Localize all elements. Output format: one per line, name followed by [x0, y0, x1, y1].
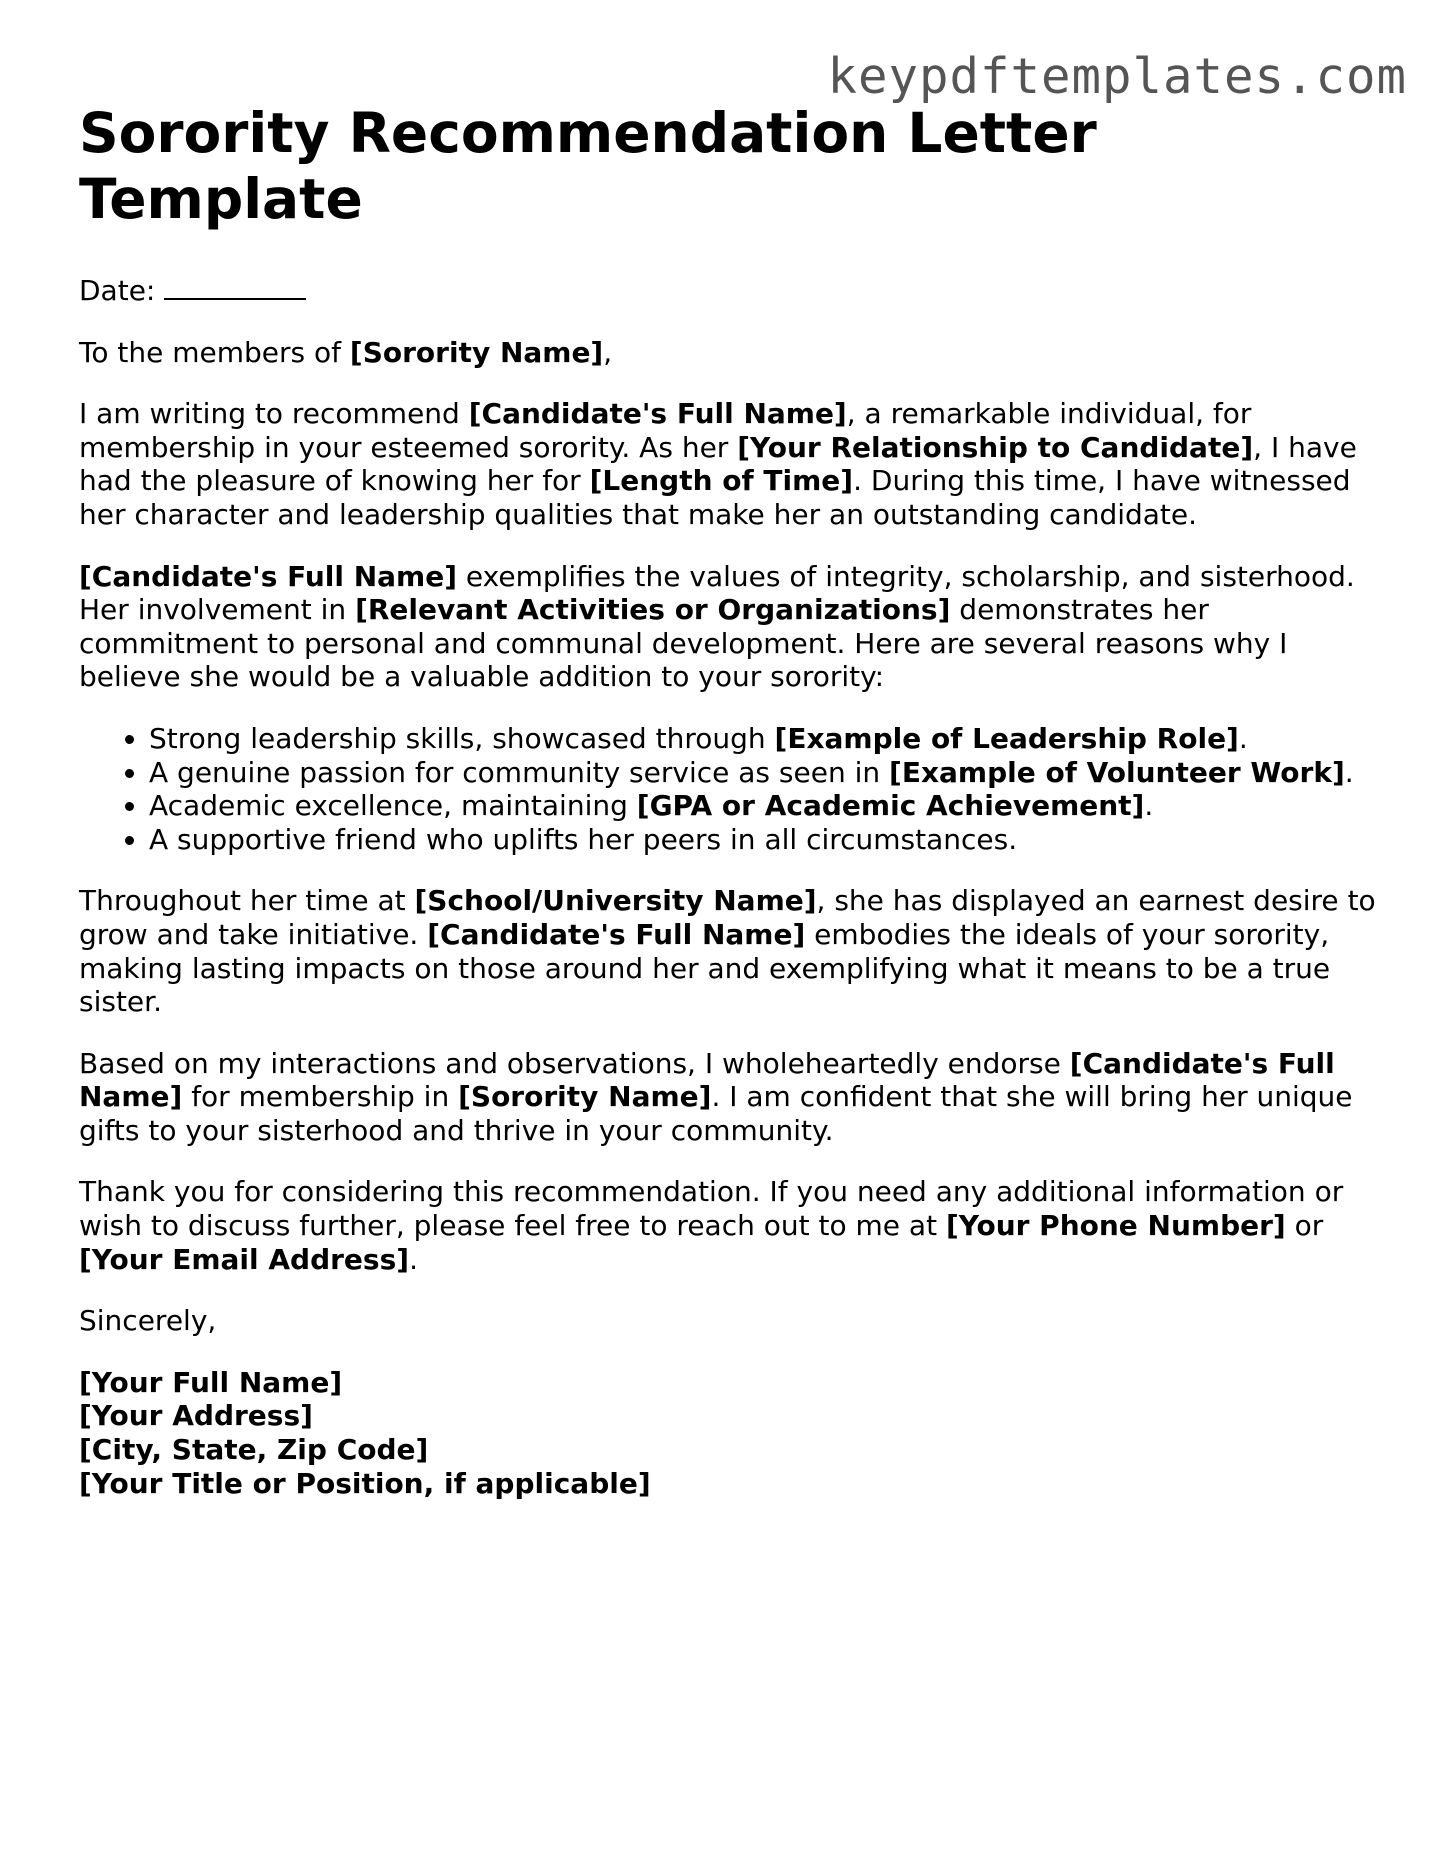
text: .	[409, 1242, 418, 1276]
paragraph-intro	[79, 397, 1379, 531]
text: , I have had the pleasure of knowing her for	[79, 430, 1357, 498]
text: Based on my interactions and observations, I wholeheartedly endorse	[79, 1046, 1070, 1080]
list-item-end: .	[1238, 721, 1248, 755]
placeholder-candidate-name: [Candidate's Full Name]	[79, 1046, 1335, 1114]
reasons-list	[79, 722, 1379, 856]
list-item-text: Academic excellence, maintaining	[149, 789, 637, 823]
text: or	[1285, 1209, 1324, 1243]
salutation-suffix: ,	[603, 335, 613, 369]
signature-block	[79, 1366, 1379, 1500]
placeholder-sorority-name: [Sorority Name]	[349, 335, 604, 369]
list-item-text: Strong leadership skills, showcased through	[149, 721, 775, 755]
date-blank	[164, 274, 306, 300]
list-item-end: .	[1144, 789, 1154, 823]
text: . I am confident that she will bring her unique gifts to your sisterhood and thrive in your community.	[79, 1080, 1353, 1147]
placeholder-city-state-zip: [City, State, Zip Code]	[79, 1433, 429, 1467]
placeholder-leadership-role: [Example of Leadership Role]	[774, 721, 1239, 755]
placeholder-phone: [Your Phone Number]	[945, 1209, 1286, 1243]
placeholder-school-name: [School/University Name]	[414, 884, 817, 918]
date-label: Date:	[79, 274, 156, 307]
date-line	[79, 274, 1379, 308]
text: Throughout her time at	[79, 884, 415, 918]
text: embodies the ideals of your sorority, making lasting impacts on those around her and exemplifying what it means to be a true sister.	[79, 917, 1331, 1019]
text: , she has displayed an earnest desire to grow and take initiative.	[79, 884, 1376, 951]
paragraph-contact	[79, 1175, 1379, 1276]
text: Thank you for considering this recommendation. If you need any additional information or wish to discuss further, please feel free to reach out to me at	[79, 1175, 1344, 1243]
text: . During this time, I have witnessed her character and leadership qualities that make her an outstanding candidate.	[79, 464, 1351, 531]
list-item-text: A genuine passion for community service as seen in	[149, 755, 890, 789]
text: , a remarkable individual, for membership in your esteemed sorority. As her	[79, 397, 1252, 464]
list-item	[149, 823, 1379, 857]
list-item-text: A supportive friend who uplifts her peers in all circumstances.	[149, 822, 1018, 856]
placeholder-full-name: [Your Full Name]	[79, 1365, 343, 1399]
placeholder-address: [Your Address]	[79, 1399, 313, 1433]
closing: Sincerely,	[79, 1304, 217, 1338]
watermark: keypdftemplates.com	[827, 48, 1407, 105]
placeholder-sorority-name: [Sorority Name]	[458, 1080, 712, 1114]
placeholder-candidate-name: [Candidate's Full Name]	[427, 917, 806, 951]
placeholder-candidate-name: [Candidate's Full Name]	[79, 559, 458, 593]
text: I am writing to recommend	[79, 397, 469, 431]
list-item	[149, 789, 1379, 823]
paragraph-school	[79, 884, 1379, 1018]
text: exemplifies the values of integrity, scholarship, and sisterhood. Her involvement in	[79, 559, 1355, 627]
list-item-end: .	[1344, 755, 1354, 789]
paragraph-values	[79, 560, 1379, 694]
salutation	[79, 336, 1379, 370]
placeholder-activities: [Relevant Activities or Organizations]	[355, 593, 951, 627]
list-item	[149, 756, 1379, 790]
text: demonstrates her commitment to personal and communal development. Here are several reasons why I believe she would be a valuable addition to your sorority:	[79, 593, 1288, 694]
salutation-prefix: To the members of	[79, 335, 350, 369]
list-item	[149, 722, 1379, 756]
placeholder-title-position: [Your Title or Position, if applicable]	[79, 1466, 651, 1500]
page-title: Sorority Recommendation Letter Template	[79, 101, 1097, 231]
placeholder-candidate-name: [Candidate's Full Name]	[468, 397, 847, 431]
placeholder-relationship: [Your Relationship to Candidate]	[737, 430, 1254, 464]
letter-document	[79, 100, 1379, 1500]
placeholder-volunteer-work: [Example of Volunteer Work]	[889, 755, 1345, 789]
text: for membership in	[182, 1080, 459, 1114]
placeholder-gpa: [GPA or Academic Achievement]	[636, 789, 1145, 823]
placeholder-length-of-time: [Length of Time]	[589, 464, 854, 498]
placeholder-email: [Your Email Address]	[79, 1242, 410, 1276]
paragraph-endorsement	[79, 1047, 1379, 1148]
